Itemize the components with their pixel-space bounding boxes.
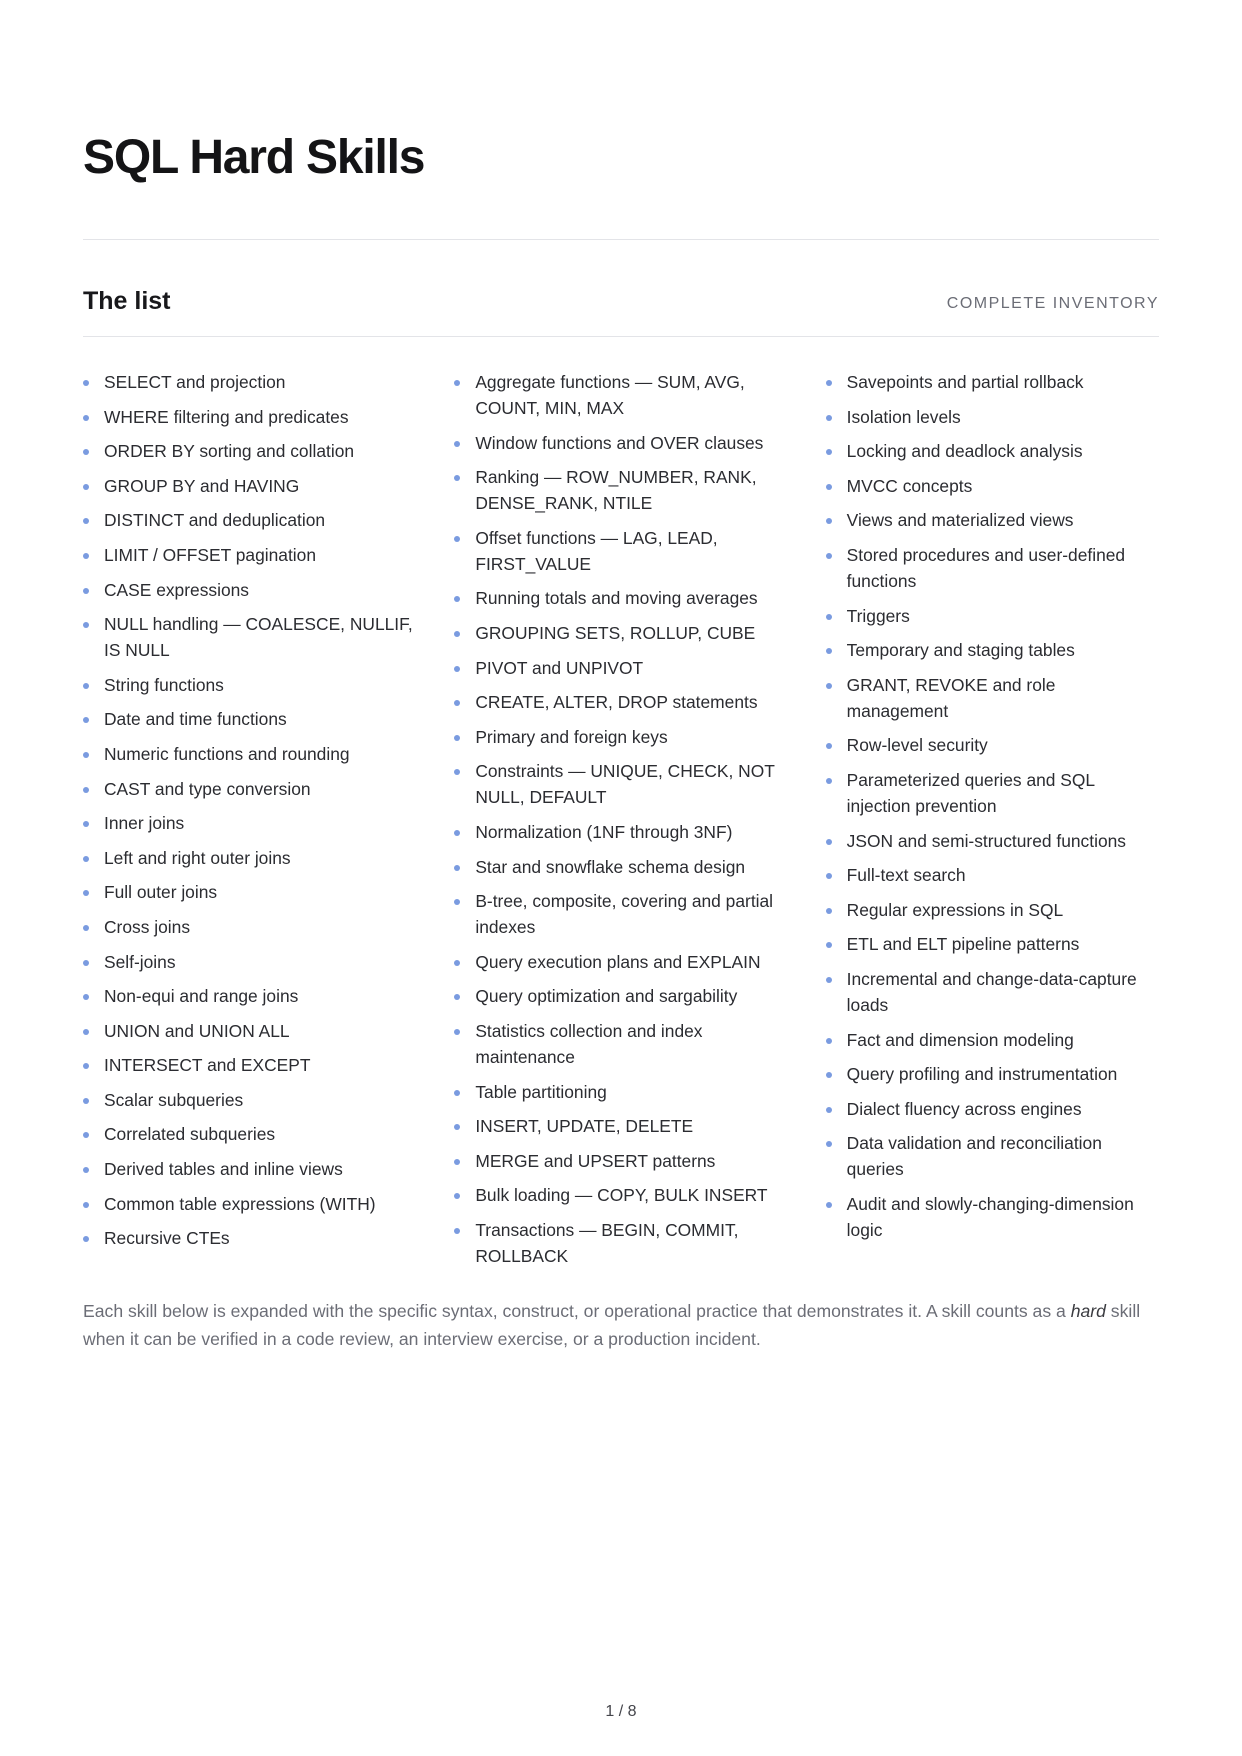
- skill-list-item: [826, 732, 1159, 758]
- skill-label: MERGE and UPSERT patterns: [475, 1150, 716, 1171]
- skill-list-item: [826, 767, 1159, 819]
- skills-columns: [83, 369, 1159, 1277]
- bullet-dot-icon: [454, 596, 460, 602]
- skill-list-item: [83, 611, 416, 663]
- skill-label: Dialect fluency across engines: [846, 1098, 1082, 1119]
- skill-label: Star and snowflake schema design: [475, 856, 746, 877]
- skill-label: Correlated subqueries: [104, 1124, 276, 1145]
- bullet-dot-icon: [454, 380, 460, 386]
- bullet-dot-icon: [83, 717, 89, 723]
- skill-list-item: [826, 637, 1159, 663]
- skill-label: GROUPING SETS, ROLLUP, CUBE: [475, 622, 756, 643]
- skill-list-item: [454, 1079, 787, 1105]
- bullet-dot-icon: [454, 631, 460, 637]
- skill-list-item: [454, 620, 787, 646]
- bullet-dot-icon: [83, 1132, 89, 1138]
- skill-label: Cross joins: [104, 916, 191, 937]
- skill-label: Inner joins: [104, 813, 185, 834]
- skill-list-item: [454, 1018, 787, 1070]
- skill-list-item: [826, 1130, 1159, 1182]
- skill-label: Query optimization and sargability: [475, 986, 738, 1007]
- skill-label: Date and time functions: [104, 709, 287, 730]
- skill-list-item: [83, 507, 416, 533]
- bullet-dot-icon: [826, 1202, 832, 1208]
- bullet-dot-icon: [83, 1202, 89, 1208]
- skill-label: String functions: [104, 674, 224, 695]
- document-title: SQL Hard Skills: [83, 131, 425, 184]
- skill-label: Recursive CTEs: [104, 1228, 230, 1249]
- skill-label: CAST and type conversion: [104, 778, 311, 799]
- skill-label: Parameterized queries and SQL injection prevention: [846, 769, 1095, 816]
- skill-list-item: [826, 1027, 1159, 1053]
- bullet-dot-icon: [454, 960, 460, 966]
- bullet-dot-icon: [83, 925, 89, 931]
- bullet-dot-icon: [826, 380, 832, 386]
- skill-list-item: [826, 603, 1159, 629]
- document-page: [83, 0, 1159, 1756]
- skill-label: DISTINCT and deduplication: [104, 510, 326, 531]
- skill-list-item: [454, 949, 787, 975]
- bullet-dot-icon: [826, 1072, 832, 1078]
- bullet-dot-icon: [826, 614, 832, 620]
- bullet-dot-icon: [826, 1107, 832, 1113]
- skill-list-item: [826, 1096, 1159, 1122]
- skill-list-item: [83, 404, 416, 430]
- skill-label: Running totals and moving averages: [475, 588, 758, 609]
- bullet-dot-icon: [454, 735, 460, 741]
- skill-label: NULL handling — COALESCE, NULLIF, IS NULL: [104, 614, 413, 661]
- skill-label: B-tree, composite, covering and partial indexes: [475, 891, 774, 938]
- skill-list-item: [826, 542, 1159, 594]
- skill-list-item: [83, 1018, 416, 1044]
- skill-list-item: [83, 845, 416, 871]
- skill-list-item: [83, 1156, 416, 1182]
- skill-list-item: [83, 879, 416, 905]
- skill-list-item: [826, 1061, 1159, 1087]
- bullet-dot-icon: [454, 666, 460, 672]
- bullet-dot-icon: [83, 484, 89, 490]
- skill-label: Transactions — BEGIN, COMMIT, ROLLBACK: [475, 1219, 739, 1266]
- skill-list-item: [83, 473, 416, 499]
- skill-label: PIVOT and UNPIVOT: [475, 657, 644, 678]
- skill-label: LIMIT / OFFSET pagination: [104, 544, 316, 565]
- bullet-dot-icon: [454, 700, 460, 706]
- bullet-dot-icon: [826, 743, 832, 749]
- skill-list-item: [826, 1191, 1159, 1243]
- bullet-dot-icon: [83, 890, 89, 896]
- skill-label: Common table expressions (WITH): [104, 1193, 376, 1214]
- bullet-dot-icon: [454, 1029, 460, 1035]
- skill-list-item: [83, 1225, 416, 1251]
- skill-list-item: [83, 1121, 416, 1147]
- skill-list-item: [826, 966, 1159, 1018]
- bullet-dot-icon: [83, 449, 89, 455]
- page-number: 1 / 8: [605, 1703, 637, 1720]
- skill-label: Views and materialized views: [846, 510, 1074, 531]
- skill-label: Bulk loading — COPY, BULK INSERT: [475, 1185, 768, 1206]
- skill-label: Regular expressions in SQL: [846, 899, 1064, 920]
- skill-label: Fact and dimension modeling: [846, 1029, 1074, 1050]
- skill-label: Incremental and change-data-capture loads: [846, 968, 1137, 1015]
- skill-label: Row-level security: [846, 735, 988, 756]
- skill-label: Scalar subqueries: [104, 1089, 244, 1110]
- bullet-dot-icon: [826, 484, 832, 490]
- skill-list-item: [454, 854, 787, 880]
- skill-list-item: [454, 525, 787, 577]
- section-divider: [83, 336, 1159, 337]
- bullet-dot-icon: [83, 380, 89, 386]
- bullet-dot-icon: [83, 518, 89, 524]
- skill-list-item: [83, 776, 416, 802]
- skill-list-item: [454, 1148, 787, 1174]
- bullet-dot-icon: [454, 769, 460, 775]
- bullet-dot-icon: [83, 1167, 89, 1173]
- bullet-dot-icon: [83, 683, 89, 689]
- skill-label: SELECT and projection: [104, 372, 286, 392]
- bullet-dot-icon: [826, 908, 832, 914]
- bullet-dot-icon: [83, 553, 89, 559]
- bullet-dot-icon: [826, 977, 832, 983]
- bullet-dot-icon: [454, 1124, 460, 1130]
- skill-list-item: [83, 706, 416, 732]
- bullet-dot-icon: [83, 960, 89, 966]
- bullet-dot-icon: [826, 553, 832, 559]
- skill-list-item: [83, 983, 416, 1009]
- bullet-dot-icon: [454, 994, 460, 1000]
- skill-label: CREATE, ALTER, DROP statements: [475, 692, 758, 713]
- section-tag: COMPLETE INVENTORY: [946, 295, 1159, 312]
- skill-list-item: [454, 724, 787, 750]
- skill-label: Full outer joins: [104, 882, 218, 903]
- skill-list-item: [83, 1087, 416, 1113]
- skill-label: Stored procedures and user-defined functions: [846, 544, 1126, 591]
- bullet-dot-icon: [83, 588, 89, 594]
- skill-list-item: [83, 369, 416, 395]
- bullet-dot-icon: [454, 899, 460, 905]
- skill-list-item: [83, 949, 416, 975]
- skill-list-item: [826, 672, 1159, 724]
- skill-label: Savepoints and partial rollback: [846, 372, 1084, 392]
- bullet-dot-icon: [83, 821, 89, 827]
- skill-label: Normalization (1NF through 3NF): [475, 821, 733, 842]
- skill-list-item: [83, 577, 416, 603]
- skill-list-item: [454, 689, 787, 715]
- skill-list-item: [83, 914, 416, 940]
- bullet-dot-icon: [454, 1090, 460, 1096]
- bullet-dot-icon: [826, 873, 832, 879]
- title-divider: [83, 239, 1159, 240]
- note-text-end: skill when it can be verified in a code review, an interview exercise, or a production incident.: [83, 1301, 1141, 1349]
- skill-list-item: [83, 810, 416, 836]
- bullet-dot-icon: [454, 1193, 460, 1199]
- bullet-dot-icon: [83, 622, 89, 628]
- skill-label: Derived tables and inline views: [104, 1159, 343, 1180]
- bullet-dot-icon: [826, 518, 832, 524]
- skill-list-item: [83, 438, 416, 464]
- skill-list-item: [826, 369, 1159, 395]
- bullet-dot-icon: [83, 415, 89, 421]
- skill-label: JSON and semi-structured functions: [846, 830, 1126, 851]
- bullet-dot-icon: [83, 1063, 89, 1069]
- bullet-dot-icon: [83, 994, 89, 1000]
- skills-column-1: [83, 369, 416, 1277]
- skill-label: CASE expressions: [104, 579, 249, 600]
- bullet-dot-icon: [826, 942, 832, 948]
- bullet-dot-icon: [454, 1159, 460, 1165]
- section-title: The list: [83, 287, 171, 315]
- skill-label: Statistics collection and index maintenance: [475, 1020, 703, 1067]
- skill-label: ORDER BY sorting and collation: [104, 441, 355, 462]
- skill-list-item: [826, 828, 1159, 854]
- bullet-dot-icon: [826, 1038, 832, 1044]
- skill-label: INSERT, UPDATE, DELETE: [475, 1116, 694, 1137]
- skill-list-item: [83, 542, 416, 568]
- skill-label: Numeric functions and rounding: [104, 743, 350, 764]
- skill-list-item: [826, 438, 1159, 464]
- bullet-dot-icon: [826, 415, 832, 421]
- skill-list-item: [826, 862, 1159, 888]
- bullet-dot-icon: [826, 839, 832, 845]
- skill-label: ETL and ELT pipeline patterns: [846, 934, 1080, 955]
- skill-list-item: [826, 931, 1159, 957]
- skill-label: Query profiling and instrumentation: [846, 1064, 1118, 1085]
- skill-label: Window functions and OVER clauses: [475, 432, 764, 453]
- bullet-dot-icon: [454, 1228, 460, 1234]
- skill-list-item: [826, 507, 1159, 533]
- note-emphasis: hard: [1070, 1301, 1106, 1321]
- skill-list-item: [454, 819, 787, 845]
- skill-list-item: [83, 1191, 416, 1217]
- bullet-dot-icon: [83, 856, 89, 862]
- skill-label: Query execution plans and EXPLAIN: [475, 951, 761, 972]
- bullet-dot-icon: [454, 865, 460, 871]
- skill-label: Table partitioning: [475, 1081, 607, 1102]
- bullet-dot-icon: [83, 787, 89, 793]
- skill-label: GROUP BY and HAVING: [104, 475, 300, 496]
- skill-label: Audit and slowly-changing-dimension logic: [846, 1193, 1134, 1240]
- skill-label: GRANT, REVOKE and role management: [846, 674, 1056, 721]
- bullet-dot-icon: [826, 648, 832, 654]
- skill-list-item: [454, 655, 787, 681]
- skill-label: Triggers: [846, 605, 910, 626]
- skill-label: Offset functions — LAG, LEAD, FIRST_VALUE: [475, 527, 718, 574]
- bullet-dot-icon: [826, 778, 832, 784]
- bullet-dot-icon: [826, 449, 832, 455]
- skill-list-item: [826, 473, 1159, 499]
- bullet-dot-icon: [826, 1141, 832, 1147]
- skill-label: Primary and foreign keys: [475, 726, 668, 747]
- skill-list-item: [454, 1113, 787, 1139]
- skill-label: Self-joins: [104, 951, 176, 972]
- bullet-dot-icon: [83, 1236, 89, 1242]
- skill-list-item: [454, 888, 787, 940]
- skill-list-item: [83, 741, 416, 767]
- bullet-dot-icon: [454, 536, 460, 542]
- skill-list-item: [454, 464, 787, 516]
- skill-list-item: [454, 1182, 787, 1208]
- skills-column-3: [826, 369, 1159, 1277]
- skill-label: Constraints — UNIQUE, CHECK, NOT NULL, DEFAULT: [475, 761, 775, 808]
- skill-label: Non-equi and range joins: [104, 986, 299, 1007]
- skill-label: Aggregate functions — SUM, AVG, COUNT, MIN, MAX: [475, 372, 745, 418]
- bullet-dot-icon: [83, 752, 89, 758]
- skill-label: Left and right outer joins: [104, 847, 291, 868]
- skill-list-item: [454, 1217, 787, 1269]
- skill-label: INTERSECT and EXCEPT: [104, 1055, 311, 1076]
- skill-label: Isolation levels: [846, 406, 961, 427]
- skill-label: UNION and UNION ALL: [104, 1020, 290, 1041]
- skill-label: Data validation and reconciliation queries: [846, 1133, 1102, 1180]
- bullet-dot-icon: [83, 1098, 89, 1104]
- skill-list-item: [454, 983, 787, 1009]
- bullet-dot-icon: [454, 830, 460, 836]
- skill-list-item: [83, 672, 416, 698]
- skill-list-item: [454, 369, 787, 421]
- skill-label: WHERE filtering and predicates: [104, 406, 349, 427]
- bullet-dot-icon: [454, 475, 460, 481]
- skill-label: Ranking — ROW_NUMBER, RANK, DENSE_RANK, NTILE: [475, 467, 757, 514]
- skill-list-item: [826, 404, 1159, 430]
- bullet-dot-icon: [454, 441, 460, 447]
- skill-label: Temporary and staging tables: [846, 640, 1075, 661]
- bullet-dot-icon: [826, 683, 832, 689]
- skill-label: Full-text search: [846, 865, 966, 886]
- skill-list-item: [454, 430, 787, 456]
- bullet-dot-icon: [83, 1029, 89, 1035]
- note-text-start: Each skill below is expanded with the specific syntax, construct, or operational practice that demonstrates it. A skill counts as a: [83, 1301, 1071, 1321]
- skill-label: Locking and deadlock analysis: [846, 441, 1083, 462]
- intro-note: [83, 1297, 1159, 1353]
- skill-list-item: [454, 585, 787, 611]
- skill-list-item: [83, 1052, 416, 1078]
- skill-list-item: [826, 897, 1159, 923]
- skills-column-2: [454, 369, 787, 1277]
- skill-list-item: [454, 758, 787, 810]
- skill-label: MVCC concepts: [846, 475, 973, 496]
